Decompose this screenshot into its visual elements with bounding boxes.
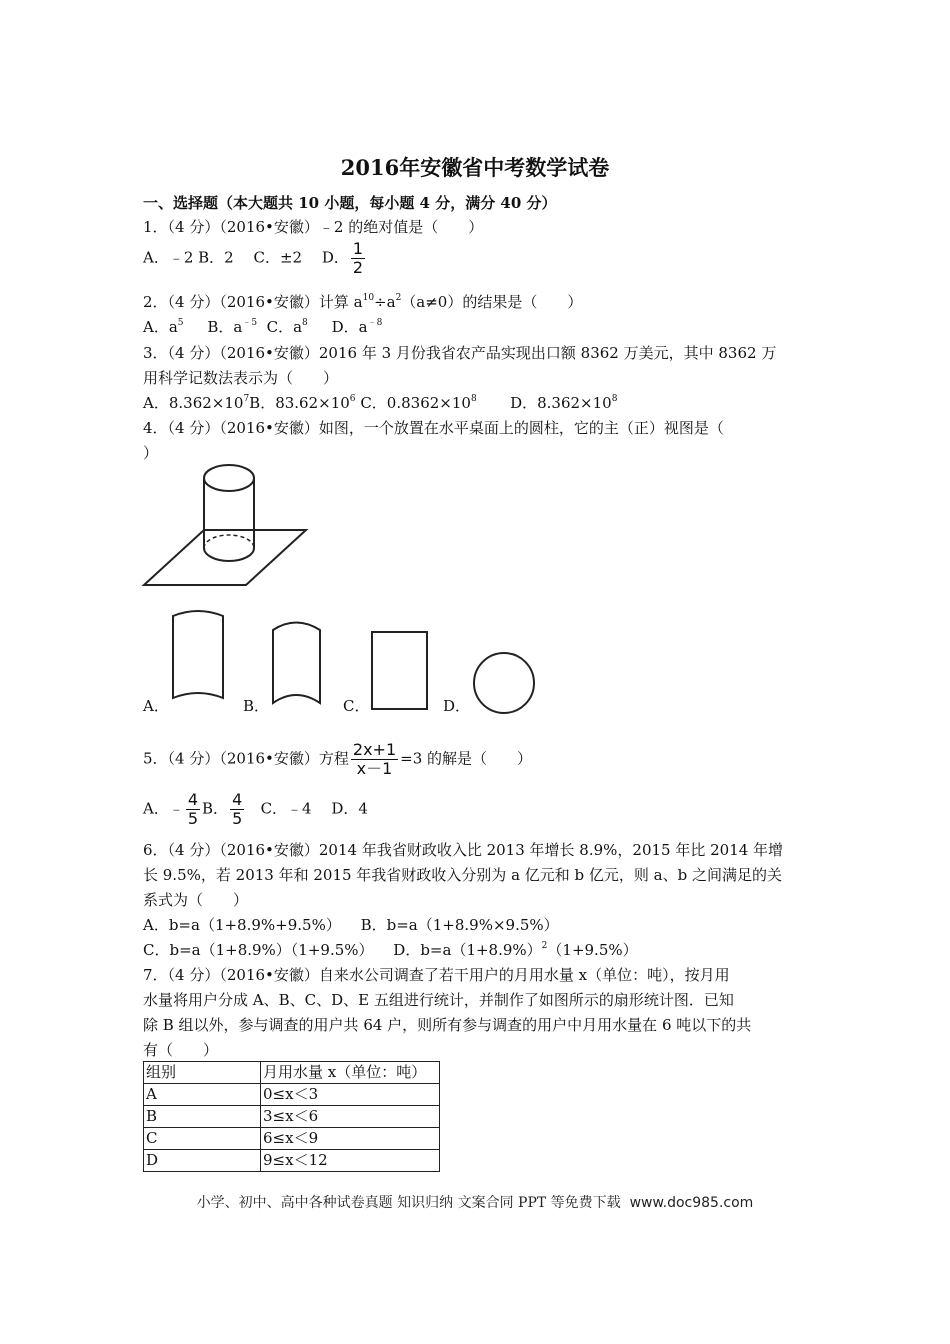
q4-option-a-shape — [168, 608, 228, 708]
q6-option-d-sup: 2 — [541, 941, 548, 951]
q5-frac-num: 2x+1 — [352, 740, 397, 759]
table-row — [144, 1128, 440, 1150]
table-cell: D — [144, 1150, 261, 1172]
q2-option-d-sup: ﹣8 — [367, 318, 383, 328]
q4-option-d-label: D． — [443, 697, 471, 715]
q4-option-c-label: C． — [343, 697, 370, 715]
q4-line2: ） — [143, 444, 159, 462]
q1-option-d-fraction — [351, 240, 365, 277]
q4-option-d-shape — [471, 650, 537, 716]
page-title: 2016年安徽省中考数学试卷 — [340, 155, 610, 180]
q2-options — [143, 317, 382, 337]
q6-options-cd — [143, 940, 638, 960]
q7-line3: 除 B 组以外，参与调查的用户共 64 户，则所有参与调查的用户中月用水量在 6 吨以下的共 — [143, 1016, 752, 1034]
table-cell: A — [144, 1084, 261, 1106]
q1-frac-num: 1 — [352, 239, 364, 258]
q3-option-b-sup: 6 — [349, 394, 356, 404]
q2-option-c-sup: 8 — [302, 318, 308, 328]
table-row — [144, 1084, 440, 1106]
q3-option-b: B．83.62×10 — [249, 394, 350, 412]
q7-line1: 7．（4 分）（2016•安徽）自来水公司调查了若干用户的月用水量 x（单位：吨），按月用 — [143, 966, 730, 984]
table-cell: 3≤x＜6 — [261, 1106, 440, 1128]
q7-line4: 有（ ） — [143, 1041, 219, 1059]
q5-frac-den: x－1 — [356, 759, 393, 778]
cylinder-on-table-figure — [140, 455, 315, 590]
q2-stem-c: （a≠0）的结果是（ ） — [401, 293, 583, 311]
q3-option-d: D．8.362×10 — [510, 394, 612, 412]
q5-stem — [143, 741, 532, 778]
q5-option-a: A．﹣ — [143, 799, 184, 818]
q2-option-b-sup: ﹣5 — [242, 318, 258, 328]
table-cell: 6≤x＜9 — [261, 1128, 440, 1150]
table-row — [144, 1150, 440, 1172]
q6-options-ab: A．b=a（1+8.9%+9.5%） B．b=a（1+8.9%×9.5%） — [143, 916, 559, 934]
q3-option-d-sup: 8 — [611, 394, 618, 404]
q4-option-c-shape — [370, 630, 430, 712]
table-cell: B — [144, 1106, 261, 1128]
q6-line3: 系式为（ ） — [143, 891, 249, 909]
section-heading: 一、选择题（本大题共 10 小题，每小题 4 分，满分 40 分） — [143, 194, 557, 212]
q1-stem: 1．（4 分）（2016•安徽）﹣2 的绝对值是（ ） — [143, 218, 484, 236]
q3-line1: 3．（4 分）（2016•安徽）2016 年 3 月份我省农产品实现出口额 8362 万美元，其中 8362 万 — [143, 344, 777, 362]
q3-option-c: C．0.8362×10 — [360, 394, 471, 412]
footer-url[interactable]: www.doc985.com — [629, 1195, 754, 1211]
table-header-cell: 组别 — [144, 1062, 261, 1084]
q4-option-b-label: B． — [243, 697, 270, 715]
table-header-row — [144, 1062, 440, 1084]
table-cell: 9≤x＜12 — [261, 1150, 440, 1172]
q5-option-b-fraction — [230, 791, 244, 828]
q5-options — [143, 791, 368, 828]
q6-option-d-tail: （1+9.5%） — [547, 941, 638, 959]
q2-option-c: C．a — [266, 318, 303, 336]
table-row — [144, 1106, 440, 1128]
q2-option-a-sup: 5 — [177, 318, 184, 328]
q4-option-a-label: A． — [143, 697, 169, 715]
q5-stem-a: 5．（4 分）（2016•安徽）方程 — [143, 749, 349, 768]
q3-option-a: A．8.362×10 — [143, 394, 244, 412]
q5-equation-fraction — [351, 741, 398, 778]
q5-option-b: B． — [202, 799, 229, 818]
q1-options-text: A．﹣2 B．2 C．±2 D． — [143, 248, 349, 267]
q5-a-den: 5 — [187, 809, 199, 828]
q5-a-num: 4 — [187, 790, 199, 809]
q2-stem-a: 2．（4 分）（2016•安徽）计算 a — [143, 293, 363, 311]
q2-sup2: 2 — [395, 293, 402, 303]
q2-stem — [143, 292, 582, 312]
q2-stem-b: ÷a — [374, 293, 396, 311]
water-usage-table — [143, 1061, 440, 1172]
q4-option-b-shape — [268, 615, 328, 710]
table-cell: 0≤x＜3 — [261, 1084, 440, 1106]
q5-option-a-fraction — [186, 791, 200, 828]
table-header-cell: 月用水量 x（单位：吨） — [261, 1062, 440, 1084]
q2-sup1: 10 — [362, 293, 375, 303]
q1-frac-den: 2 — [352, 258, 364, 277]
q3-option-c-sup: 8 — [470, 394, 477, 404]
q3-options — [143, 393, 617, 413]
q2-option-b: B．a — [207, 318, 243, 336]
q4-line1: 4．（4 分）（2016•安徽）如图，一个放置在水平桌面上的圆柱，它的主（正）视图是（ — [143, 419, 724, 437]
q1-options — [143, 240, 367, 277]
q6-option-cd-text: C．b=a（1+8.9%）（1+9.5%） D．b=a（1+8.9%） — [143, 941, 542, 959]
q6-line2: 长 9.5%，若 2013 年和 2015 年我省财政收入分别为 a 亿元和 b 亿元，则 a、b 之间满足的关 — [143, 866, 782, 884]
table-cell: C — [144, 1128, 261, 1150]
page-footer — [0, 1192, 950, 1212]
q3-option-a-sup: 7 — [243, 394, 250, 404]
q3-line2: 用科学记数法表示为（ ） — [143, 369, 339, 387]
q2-option-a: A．a — [143, 318, 178, 336]
q5-stem-b: =3 的解是（ ） — [400, 749, 533, 768]
q7-line2: 水量将用户分成 A、B、C、D、E 五组进行统计，并制作了如图所示的扇形统计图．已知 — [143, 991, 734, 1009]
footer-text: 小学、初中、高中各种试卷真题 知识归纳 文案合同 PPT 等免费下载 — [196, 1195, 621, 1211]
q5-b-den: 5 — [232, 809, 243, 828]
q2-option-d: D．a — [331, 318, 368, 336]
q5-options-rest: C．﹣4 D．4 — [260, 799, 368, 818]
q5-b-num: 4 — [232, 790, 243, 809]
q6-line1: 6．（4 分）（2016•安徽）2014 年我省财政收入比 2013 年增长 8.9%，2015 年比 2014 年增 — [143, 841, 784, 859]
